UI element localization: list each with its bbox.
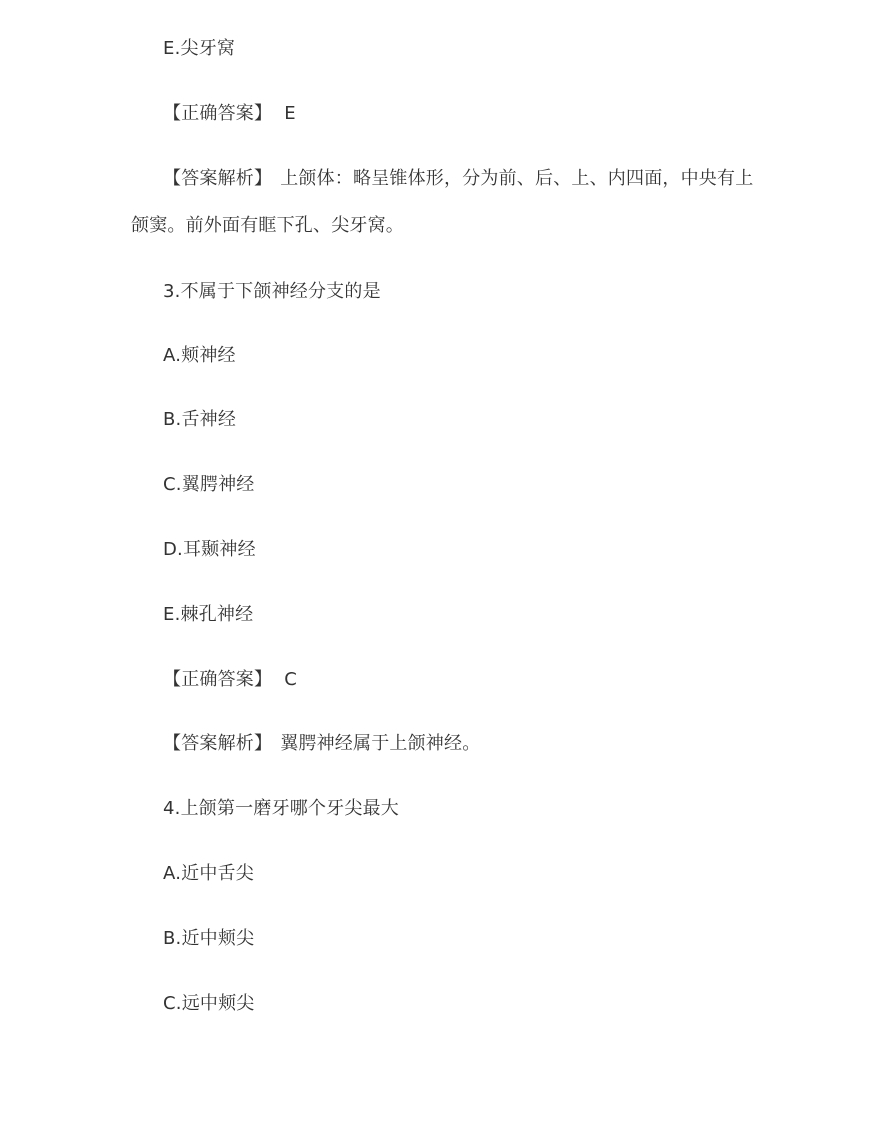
q4-option-a: A.近中舌尖	[163, 863, 254, 884]
q3-option-e: E.棘孔神经	[163, 604, 254, 625]
answer-label: 【正确答案】	[163, 669, 273, 690]
answer-value: E	[284, 103, 296, 124]
explanation-label: 【答案解析】	[163, 168, 273, 189]
q3-explanation-row	[163, 732, 480, 756]
q2-option-e: E.尖牙窝	[163, 38, 236, 59]
explanation-label: 【答案解析】	[163, 733, 273, 754]
answer-value: C	[284, 669, 297, 690]
q3-option-a: A.颊神经	[163, 345, 236, 366]
q3-option-d: D.耳颞神经	[163, 539, 256, 560]
q4-option-b: B.近中颊尖	[163, 928, 255, 949]
answer-label: 【正确答案】	[163, 103, 273, 124]
q2-answer-row	[163, 102, 296, 126]
q2-explanation-continuation: 颌窦。前外面有眶下孔、尖牙窝。	[131, 215, 404, 236]
explanation-text: 上颌体：略呈锥体形，分为前、后、上、内四面，中央有上	[280, 168, 754, 189]
q4-option-c: C.远中颊尖	[163, 993, 255, 1014]
explanation-text: 翼腭神经属于上颌神经。	[280, 733, 481, 754]
q3-option-c: C.翼腭神经	[163, 474, 255, 495]
q3-answer-row	[163, 668, 297, 692]
q3-option-b: B.舌神经	[163, 409, 237, 430]
q2-explanation-row	[163, 167, 753, 191]
q3-question: 3.不属于下颌神经分支的是	[163, 281, 381, 302]
q4-question: 4.上颌第一磨牙哪个牙尖最大	[163, 798, 399, 819]
